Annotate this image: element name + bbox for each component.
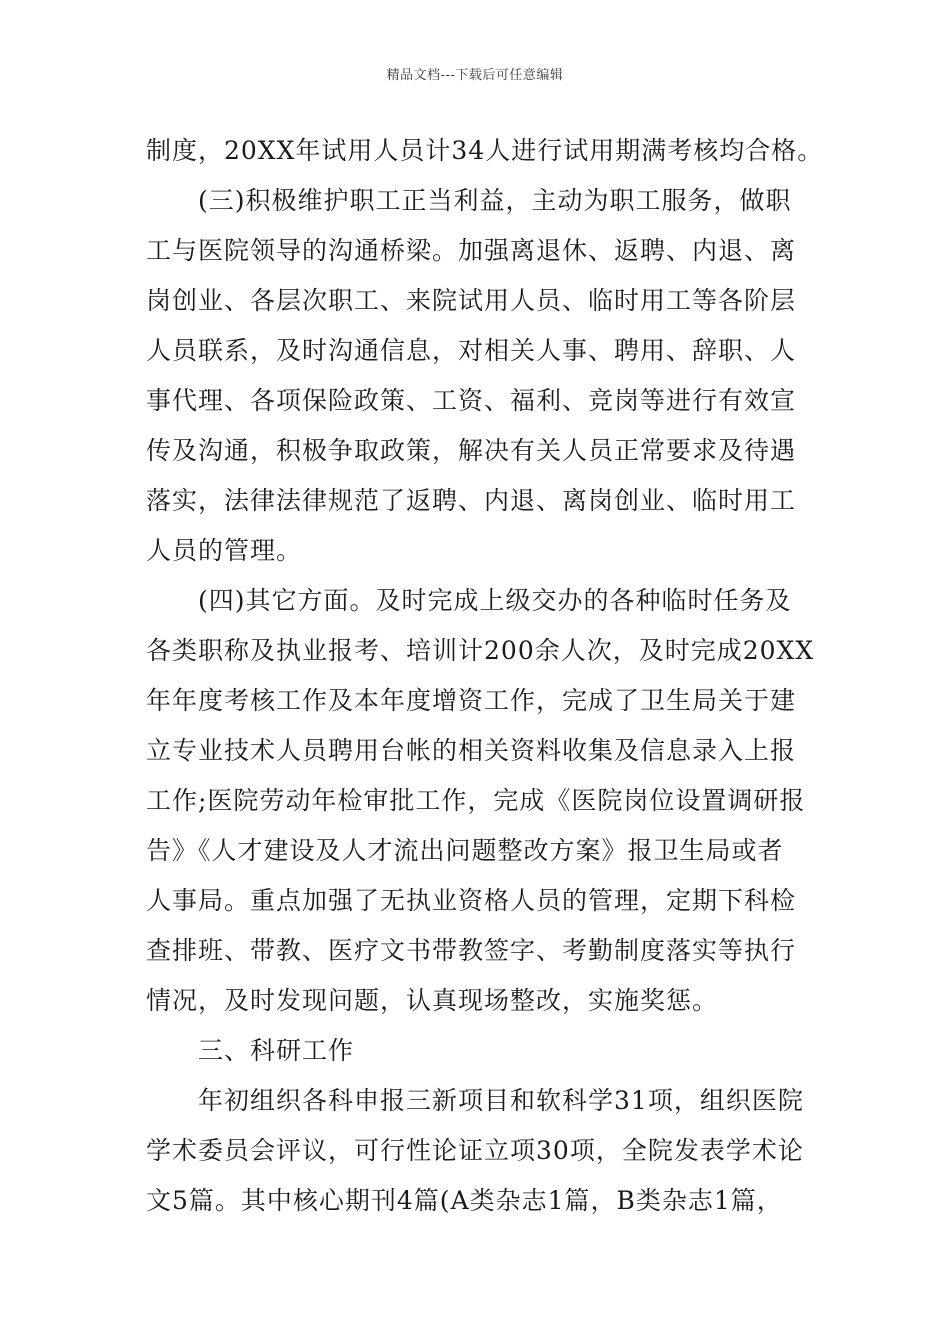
paragraph-start-line: (三)积极维护职工正当利益，主动为职工服务，做职 [198, 186, 792, 215]
text-line: 立专业技术人员聘用台帐的相关资料收集及信息录入上报 [146, 736, 797, 765]
paragraph-start-line: (四)其它方面。及时完成上级交办的各种临时任务及 [198, 586, 792, 615]
section-heading: 三、科研工作 [198, 1036, 355, 1065]
text-line: 学术委员会评议，可行性论证立项30项，全院发表学术论 [146, 1136, 804, 1165]
text-line: 制度，20XX年试用人员计34人进行试用期满考核均合格。 [146, 136, 824, 165]
text-line: 工与医院领导的沟通桥梁。加强离退休、返聘、内退、离 [146, 236, 797, 265]
page-header: 精品文档---下载后可任意编辑 [386, 68, 564, 83]
text-line: 工作;医院劳动年检审批工作，完成《医院岗位设置调研报 [146, 786, 806, 815]
text-line: 查排班、带教、医疗文书带教签字、考勤制度落实等执行 [146, 936, 797, 965]
text-line: 人员联系，及时沟通信息，对相关人事、聘用、辞职、人 [146, 336, 797, 365]
text-line: 人员的管理。 [146, 536, 303, 565]
text-line: 各类职称及执业报考、培训计200余人次，及时完成20XX [146, 636, 815, 665]
document-body [146, 126, 824, 1226]
text-line: 岗创业、各层次职工、来院试用人员、临时用工等各阶层 [146, 286, 797, 315]
text-line: 传及沟通，积极争取政策，解决有关人员正常要求及待遇 [146, 436, 797, 465]
text-line: 情况，及时发现问题，认真现场整改，实施奖惩。 [146, 986, 719, 1015]
text-line: 年年度考核工作及本年度增资工作，完成了卫生局关于建 [146, 686, 797, 715]
text-line: 人事局。重点加强了无执业资格人员的管理，定期下科检 [146, 886, 797, 915]
paragraph-start-line: 年初组织各科申报三新项目和软科学31项，组织医院 [198, 1086, 804, 1115]
text-line: 事代理、各项保险政策、工资、福利、竞岗等进行有效宣 [146, 386, 797, 415]
text-line: 落实，法律法律规范了返聘、内退、离岗创业、临时用工 [146, 486, 797, 515]
text-line: 告》《人才建设及人才流出问题整改方案》报卫生局或者 [146, 836, 784, 865]
text-line: 文5篇。其中核心期刊4篇(A类杂志1篇，B类杂志1篇， [146, 1186, 783, 1215]
